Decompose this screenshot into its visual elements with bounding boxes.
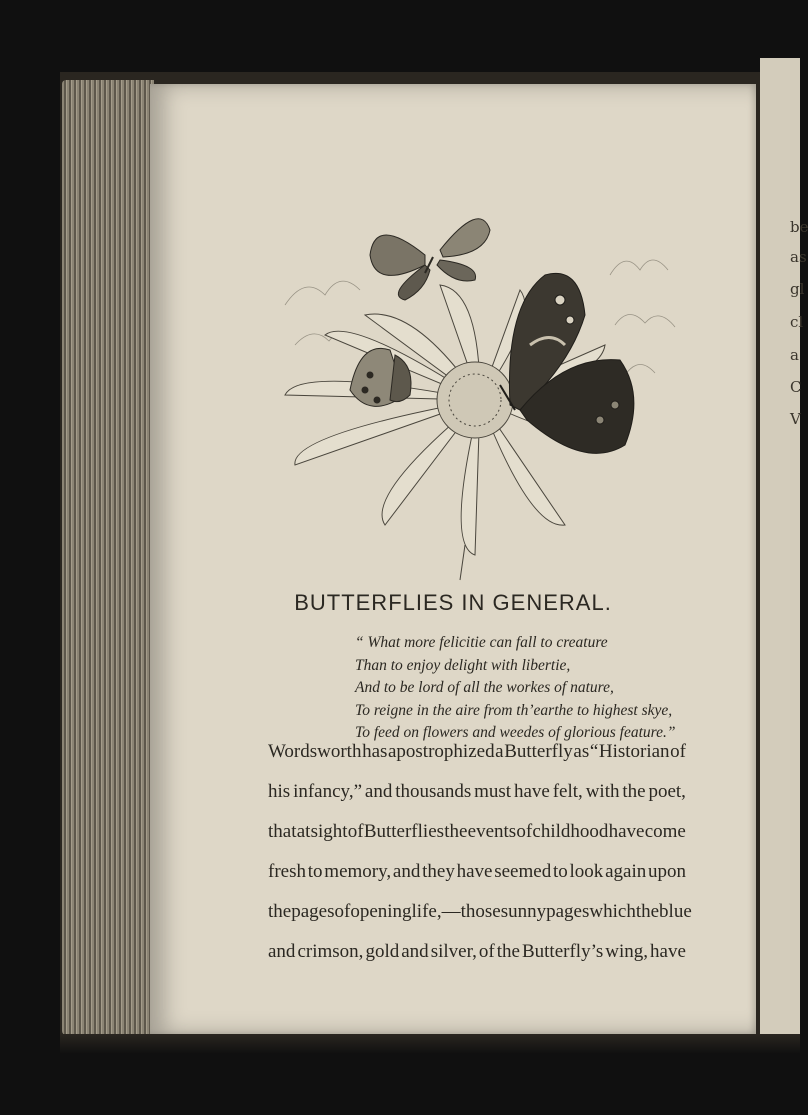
prose-word: they bbox=[422, 861, 455, 882]
prose-word: come bbox=[644, 821, 686, 842]
prose-word: of bbox=[334, 901, 351, 922]
prose-line bbox=[268, 772, 686, 812]
prose-word: have bbox=[456, 861, 493, 882]
body-text bbox=[268, 732, 692, 972]
prose-line bbox=[268, 812, 686, 852]
prose-word: have bbox=[513, 781, 550, 802]
prose-word: silver, bbox=[430, 941, 477, 962]
prose-word: to bbox=[552, 861, 568, 882]
butterfly-icon bbox=[370, 219, 490, 300]
prose-word: sunny bbox=[500, 901, 547, 922]
prose-word: felt, bbox=[552, 781, 583, 802]
prose-word: and bbox=[364, 781, 393, 802]
prose-word: events bbox=[467, 821, 517, 842]
prose-word: must bbox=[474, 781, 512, 802]
poem-line: To feed on flowers and weedes of glorious feature.” bbox=[355, 724, 676, 741]
prose-word: and bbox=[392, 861, 421, 882]
prose-word: of bbox=[670, 741, 686, 762]
prose-word: wing, bbox=[605, 941, 649, 962]
prose-word: have bbox=[608, 821, 645, 842]
prose-word: Butterfly bbox=[504, 741, 573, 762]
poem-line: And to be lord of all the workes of nature, bbox=[355, 679, 614, 696]
prose-word: a bbox=[495, 741, 504, 762]
prose-word: which bbox=[589, 901, 636, 922]
prose-word: of bbox=[516, 821, 533, 842]
prose-word: of bbox=[347, 821, 364, 842]
poem-line: “ What more felicitie can fall to creature bbox=[355, 634, 608, 651]
epigraph-poem bbox=[355, 632, 675, 745]
prose-word: pages bbox=[291, 901, 335, 922]
butterflies-illustration bbox=[265, 195, 695, 580]
prose-word: life,—those bbox=[411, 901, 501, 922]
prose-word: with bbox=[585, 781, 620, 802]
prose-word: sight bbox=[310, 821, 348, 842]
prose-word: look bbox=[569, 861, 604, 882]
chapter-heading: BUTTERFLIES IN GENERAL. bbox=[294, 590, 612, 615]
prose-word: childhood bbox=[532, 821, 609, 842]
prose-word: and bbox=[401, 941, 429, 962]
prose-word: upon bbox=[648, 861, 686, 882]
prose-word: that bbox=[268, 821, 297, 842]
next-page-fragment: V bbox=[790, 410, 801, 428]
prose-word: at bbox=[296, 821, 311, 842]
prose-word: as bbox=[573, 741, 590, 762]
prose-word: and bbox=[268, 941, 296, 962]
prose-word: have bbox=[650, 941, 686, 962]
prose-word: seemed bbox=[494, 861, 552, 882]
prose-word: thousands bbox=[395, 781, 472, 802]
next-page-fragment: C bbox=[790, 378, 802, 396]
prose-word: the bbox=[622, 781, 646, 802]
book-bottom-edge bbox=[60, 1034, 800, 1054]
prose-word: of bbox=[478, 941, 495, 962]
prose-word: crimson, bbox=[297, 941, 364, 962]
prose-word: blue bbox=[659, 901, 692, 922]
prose-word: gold bbox=[365, 941, 400, 962]
prose-line bbox=[268, 892, 692, 932]
prose-line bbox=[268, 932, 686, 972]
prose-line bbox=[268, 732, 686, 772]
next-page-fragment: as bbox=[790, 248, 807, 266]
prose-word: “ bbox=[589, 741, 599, 762]
foliage-icon bbox=[285, 260, 675, 375]
page-edges bbox=[62, 80, 154, 1035]
next-page-edge bbox=[760, 58, 808, 1043]
prose-word: poet, bbox=[648, 781, 686, 802]
prose-word: again bbox=[605, 861, 647, 882]
prose-word: Butterflies bbox=[363, 821, 445, 842]
prose-word: infancy,” bbox=[293, 781, 362, 802]
prose-word: Wordsworth bbox=[268, 741, 362, 762]
next-page-fragment: cl bbox=[790, 313, 804, 331]
next-page-fragment: gl bbox=[790, 280, 805, 298]
next-page-fragment: a bbox=[790, 346, 799, 364]
prose-word: opening bbox=[350, 901, 412, 922]
next-page-fragment: be bbox=[790, 218, 808, 236]
prose-word: the bbox=[635, 901, 660, 922]
prose-word: the bbox=[268, 901, 292, 922]
prose-line bbox=[268, 852, 686, 892]
prose-word: his bbox=[268, 781, 291, 802]
prose-word: has bbox=[362, 741, 388, 762]
prose-word: fresh bbox=[268, 861, 306, 882]
poem-line: To reigne in the aire from th’earthe to highest skye, bbox=[355, 701, 673, 719]
prose-word: the bbox=[444, 821, 468, 842]
poem-line: Than to enjoy delight with libertie, bbox=[355, 656, 571, 674]
prose-word: Historian bbox=[598, 741, 670, 762]
prose-word: pages bbox=[546, 901, 590, 922]
prose-word: apostrophized bbox=[387, 741, 495, 762]
prose-word: Butterfly’s bbox=[521, 941, 604, 962]
prose-word: memory, bbox=[324, 861, 392, 882]
prose-word: the bbox=[496, 941, 520, 962]
prose-word: to bbox=[307, 861, 323, 882]
